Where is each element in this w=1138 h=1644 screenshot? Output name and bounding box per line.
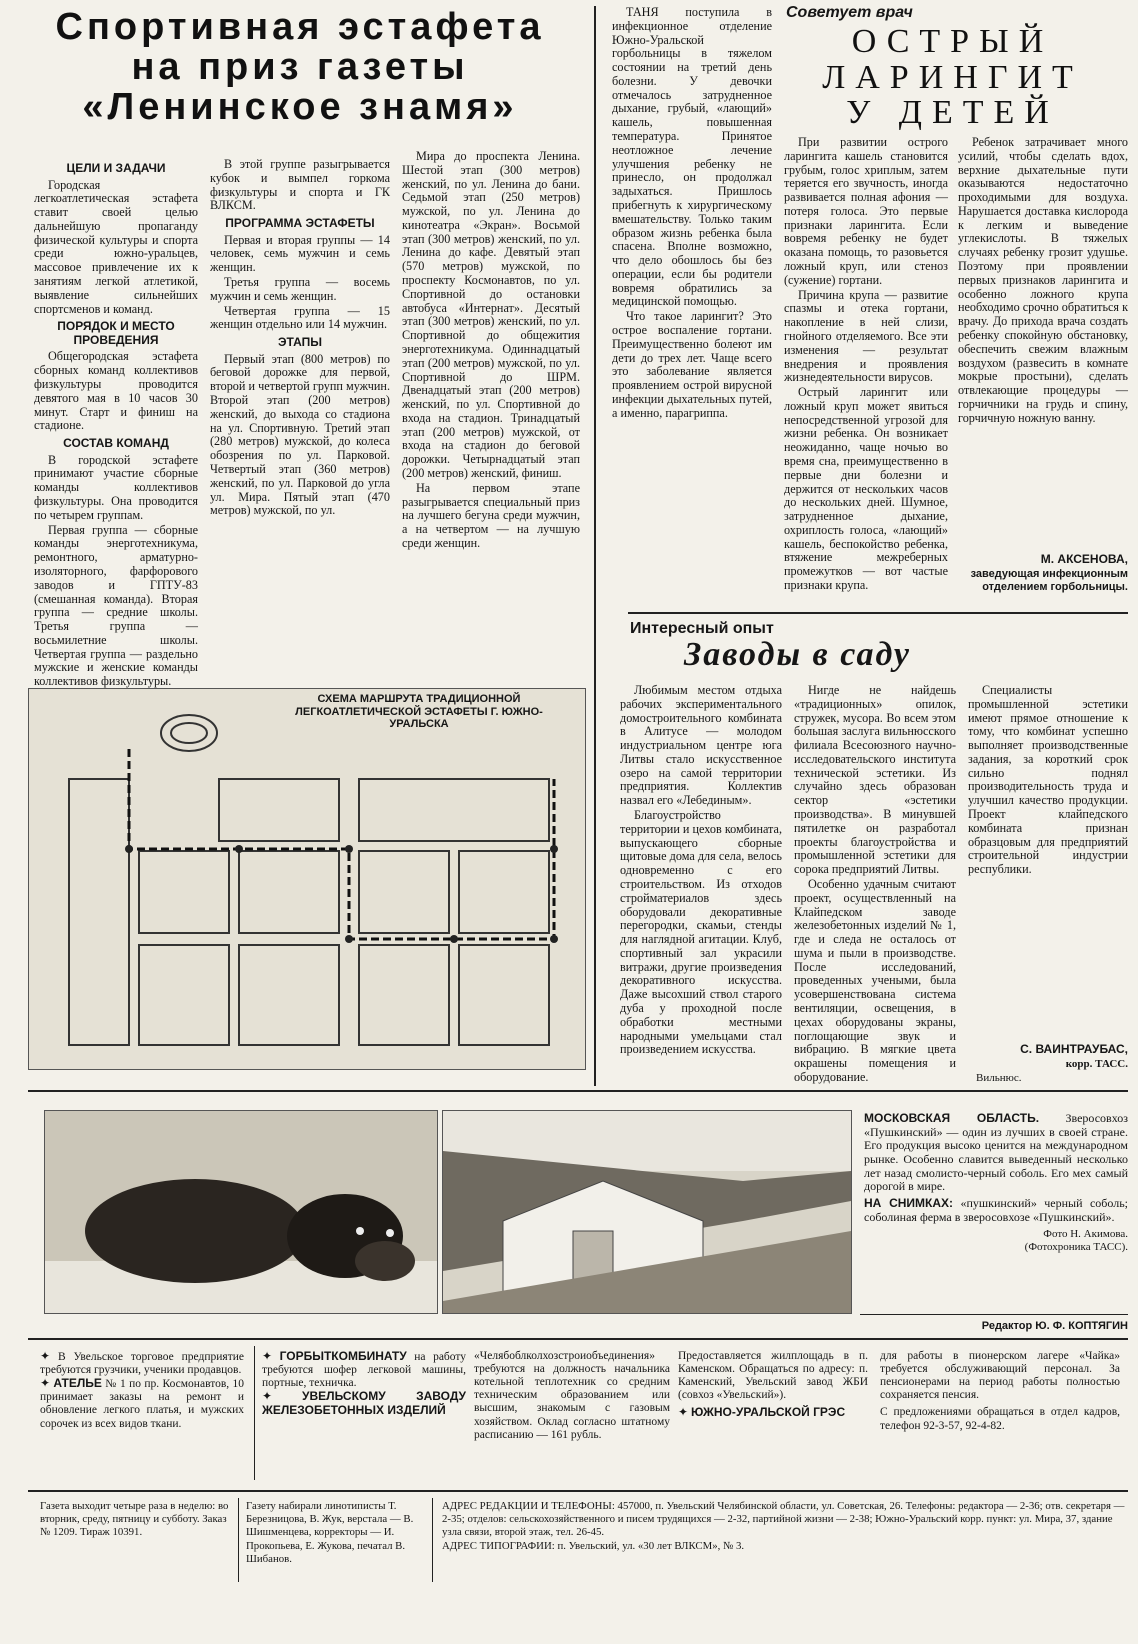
ads-column-4 — [678, 1350, 868, 1480]
ad-zhbi — [262, 1390, 466, 1418]
ad-gres-text: для работы в пионерском лагере «Чайка» требуется обслуживающий персонал. За пенсионерами на период работы полностью сохраняется пенсия. — [880, 1350, 1120, 1402]
factory-title: Заводы в саду — [684, 636, 911, 673]
section-divider-right — [628, 612, 1128, 614]
program-heading: ПРОГРАММА ЭСТАФЕТЫ — [225, 216, 375, 231]
laryngitis-p5: Острый ларингит или ложный круп может явиться непосредственной угрозой для жизни ребенка. Он возникает неожиданно, чаще ночью во время сна, преимущественно в первые дни болезни и держится от нескольких часов до нескольких дней. Шумное, затрудненное дыхание, охриплость голоса, «лающий» кашель, беспокойство ребенка, втяжение межреберных промежутков — вот частые признаки крупа. — [784, 385, 948, 592]
footer-divider-2 — [432, 1498, 433, 1582]
footer-divider-top — [28, 1490, 1128, 1492]
footer-divider-1 — [238, 1498, 239, 1582]
prog3-text: Четвертая группа — 15 женщин отдельно или 14 мужчин. — [210, 303, 390, 332]
factory-place: Вильнюс. — [976, 1072, 1022, 1084]
ad-atelier-text: № 1 по пр. Космонавтов, 10 принимает заказы на ремонт и обновление легкого платья, и мужских сорочек из всех видов ткани. — [40, 1378, 244, 1430]
relay-column-1 — [34, 158, 198, 689]
goals-heading: ЦЕЛИ И ЗАДАЧИ — [66, 161, 166, 175]
relay-title — [14, 8, 586, 128]
fur-farm-photo — [442, 1110, 852, 1314]
teams-heading: СОСТАВ КОМАНД — [63, 436, 169, 451]
relay-title-line2: на приз газеты — [131, 45, 469, 88]
laryngitis-p3: При развитии острого ларингита кашель становится грубым, голос хриплым, затем теряется его звучность, иногда развивается полная афония — потеря голоса. Это первые признаки ларингита. Если вовремя ребенку не будет оказана помощь, то разовьется ложный круп, или стеноз (сужение) гортани. — [784, 135, 948, 287]
laryngitis-title-line3: У ДЕТЕЙ — [846, 94, 1059, 132]
stages2-text: Мира до проспекта Ленина. Шестой этап (300 метров) женский, по ул. Ленина до бани. Седьмой этап (250 метров) мужской, по ул. Ленина до кинотеатра «Экран». Восьмой этап (300 метров) женский, по ул. Ленина до кафе. Девятый этап (570 метров) мужской, по проспекту Космонавтов, по ул. Спортивной до остановки автобуса «Интернат». Десятый этап (300 метров) женский, по ул. Спортивной до общежития энерготехникума. Одиннадцатый этап (200 метров) мужской, по ул. Спортивной до ШРМ. Двенадцатый этап (200 метров) женский, по ул. Спортивной до входа на стадион. Тринадцатый этап (200 метров) мужской, от входа на стадион до беговой дорожки. Четырнадцатый этап (200 метров) женский, финиш. — [402, 149, 580, 480]
factory-author: С. ВАИНТРАУБАС, — [1020, 1042, 1128, 1056]
prog2-text: Третья группа — восемь мужчин и семь женщин. — [210, 275, 390, 303]
factory-p1: Любимым местом отдыха рабочих экспериментального домостроительного комбината в Алитусе — молодом индустриальном центре юга Литвы стало искусственное озеро на самой территории предприятия. Коллектив назвал его «Лебединым». — [620, 683, 782, 808]
laryngitis-title-line2: ЛАРИНГИТ — [822, 58, 1083, 96]
laryngitis-p6: Ребенок затрачивает много усилий, чтобы сделать вдох, верхние дыхательные пути оказываются недостаточно проходимыми для воздуха. Нарушается доставка кислорода к легким и выведение углекислоты. В тяжелых случаях ребенку грозит удушье. Поэтому при проявлении первых признаков ларингита и особенно ложного крупа необходимо срочно обратиться к врачу. До прихода врача создать ребенку спокойную обстановку, обеспечить свежим влажным воздухом (развесить в комнате мокрые простыни), сделать отвлекающие процедуры — горчичники на грудь и спину, горчичную ножную ванну. — [958, 135, 1128, 425]
photo-caption — [864, 1112, 1128, 1312]
ad-trade — [40, 1350, 244, 1377]
factory-p3: Нигде не найдешь «традиционных» опилок, стружек, мусора. Во всем этом большая заслуга вильнюсского филиала Всесоюзного научно-исследовательского института технической эстетики. Из случайно здесь образован сектор «эстетики производства». В минувшей пятилетке он разработал проекты благоустройства и промышленной эстетики для сорока предприятий Литвы. — [794, 683, 956, 877]
laryngitis-title — [780, 24, 1125, 131]
ad-gres-head: ЮЖНО-УРАЛЬСКОЙ ГРЭС — [690, 1405, 846, 1420]
ad-gorbyt-text: на работу требуются шофер легковой машины, портные, техничка. — [262, 1351, 467, 1390]
route-map-title: СХЕМА МАРШРУТА ТРАДИЦИОННОЙ ЛЕГКОАТЛЕТИЧЕСКОЙ ЭСТАФЕТЫ Г. ЮЖНО-УРАЛЬСКА — [295, 693, 543, 731]
on-photos-text: «пушкинский» черный соболь; соболиная ферма в зверосовхозе «Пушкинский». — [864, 1196, 1129, 1224]
imprint-schedule: Газета выходит четыре раза в неделю: во вторник, среду, пятницу и субботу. Заказ № 1209. Тираж 10391. — [40, 1500, 229, 1539]
ad-zhbi-text-2: Предоставляется жилплощадь в п. Каменском. Обращаться по адресу: п. Каменский, Увельский завод ЖБИ (совхоз «Увельский»). — [678, 1350, 868, 1402]
relay-column-3 — [402, 150, 580, 660]
imprint-address-text: АДРЕС РЕДАКЦИИ И ТЕЛЕФОНЫ: 457000, п. Увельский Челябинской области, ул. Советская, 26. Телефоны: редактора — 2-36; отв. секретаря — 2-35; отделов: сельскохозяйственного и писем трудящихся — 2-32, партийной жизни — 2-38; Южно-Уральский корр. пункт: ул. Мира, 37, здание узла связи, второй этаж, тел. 26-45. — [442, 1500, 1125, 1539]
star-icon: ✦ — [678, 1405, 689, 1420]
ads-divider-top — [28, 1338, 1128, 1340]
ad-zhbi-text: «Челябоблколхозстроиобъединения» требуются на должность начальника котельной теплотехник со средним техническим образованием или высшим, знакомым с газовым хозяйством. Оклад согласно штатному расписанию — 161 рубль. — [474, 1350, 670, 1441]
factory-author-role: корр. ТАСС. — [1065, 1058, 1128, 1070]
factory-p5: Специалисты промышленной эстетики имеют прямое отношение к тому, что комбинат успешно выполняет производственные задания, за короткий срок сильно поднял производительность труда и улучшил качество продукции. Проект клайпедского комбината признан образцовым для предприятий строительной индустрии республики. — [968, 683, 1128, 877]
ads-column-3 — [474, 1350, 670, 1480]
ad-atelier — [40, 1377, 244, 1430]
route-map — [28, 688, 586, 1070]
ads-column-2 — [262, 1350, 466, 1480]
stages1-text: Первый этап (800 метров) по беговой дорожке для первой, второй и четвертой групп мужчин. Второй этап (200 метров) женский, до выхода со стадиона на ул. Спортивную. Третий этап (280 метров) мужской, до колеса обозрения по ул. Парковой. Четвертый этап (360 метров) женский, по ул. Парковой до угла ул. Мира. Пятый этап (470 метров) мужской, по ул. — [210, 351, 390, 518]
ads-divider-1 — [254, 1346, 255, 1480]
column-divider-main — [594, 6, 596, 1086]
laryngitis-author-role: заведующая инфекционным отделением горбольницы. — [970, 568, 1128, 593]
factory-p4: Особенно удачным считают проект, осуществленный на Клайпедском заводе железобетонных изделий № 1, где и следа не осталось от шума и пыли в производстве. После исследований, проведенных учеными, была усовершенствована система вентиляции, освещения, в цехах оборудованы экраны, поглощающие звук и вибрацию. В мягкие цвета окрашены помещения и оборудование. — [794, 876, 956, 1084]
photo-credit-2: (Фотохроника ТАСС). — [1024, 1240, 1128, 1253]
factory-column-2 — [794, 684, 956, 1084]
factory-column-3 — [968, 684, 1128, 1040]
ad-gorbyt-head: ГОРБЫТКОМБИНАТУ — [279, 1349, 407, 1363]
ads-column-5 — [880, 1350, 1120, 1480]
ad-zhbi-head: УВЕЛЬСКОМУ ЗАВОДУ ЖЕЛЕЗОБЕТОННЫХ ИЗДЕЛИЙ — [262, 1389, 467, 1418]
order-heading: ПОРЯДОК И МЕСТО ПРОВЕДЕНИЯ — [57, 319, 175, 347]
sable-drawing — [45, 1111, 437, 1313]
laryngitis-author: М. АКСЕНОВА, — [1040, 552, 1128, 566]
ad-trade-text: В Увельское торговое предприятие требуются грузчики, ученики продавцов. — [40, 1351, 244, 1377]
imprint-address — [442, 1500, 1128, 1584]
cup-text: В этой группе разыгрывается кубок и вымпел горкома физкультуры и спорта и ГК ВЛКСМ. — [210, 157, 390, 213]
route-map-drawing — [29, 689, 585, 1069]
goals-text: Городская легкоатлетическая эстафета ставит своей целью дальнейшую пропаганду физической культуры и спорта среди южно-уральцев, массовое привлечение их к занятиям легкой атлетикой, выявление сильнейших спортсменов и команд. — [34, 177, 198, 316]
editor-line: Редактор Ю. Ф. КОПТЯГИН — [981, 1320, 1128, 1332]
star-icon: ✦ — [262, 1349, 273, 1363]
factory-p2: Благоустройство территории и цехов комбината, выпускающего сборные щитовые дома для села, велось одновременно с его строительством. Из отходов стройматериалов здесь оборудовали декоративные перегородки, скамьи, стенды для наглядной агитации. Клуб, спортивный зал украсили витражи, другие произведения декоративного искусства. Даже высохший ствол старого дуба у проходной после обработки местными народными умельцами стал произведением искусства. — [620, 808, 782, 1057]
fur-farm-drawing — [443, 1111, 851, 1313]
star-icon: ✦ — [40, 1349, 51, 1363]
laryngitis-column-2 — [784, 136, 948, 604]
imprint-staff: Газету набирали линотиписты Т. Березницова, В. Жук, верстала — В. Шишменцева, корректоры — И. Прокопьева, Е. Жукова, печатал В. Шибанов. — [246, 1500, 414, 1565]
star-icon: ✦ — [262, 1389, 273, 1404]
on-photos-head: НА СНИМКАХ: — [864, 1196, 954, 1211]
photo-caption-text: Зверосовхоз «Пушкинский» — один из лучших в своей стране. Его продукция высоко ценится на международном рынке. Особенно славится выведенный несколько лет назад смолисто-черный соболь. Его мех самый дорогой в мире. — [864, 1111, 1128, 1194]
star-icon: ✦ — [40, 1376, 51, 1391]
sable-photo — [44, 1110, 438, 1314]
laryngitis-p2: Что такое ларингит? Это острое воспаление гортани. Преимущественно болеют им дети до трех лет. Чаще всего это заболевание является проявлением острой вирусной инфекции дыхательных путей, а именно, парагриппа. — [612, 309, 772, 420]
laryngitis-column-1 — [612, 6, 772, 606]
editor-rule — [860, 1314, 1128, 1315]
laryngitis-column-3 — [958, 136, 1128, 548]
relay-column-2 — [210, 158, 390, 658]
teams-text: В городской эстафете принимают участие сборные команды коллективов физкультуры. Она проводится по четырем группам. — [34, 452, 198, 522]
laryngitis-p4: Причина крупа — развитие спазмы и отека гортани, накопление в ней слизи, гнойного отделяемого. Все эти изменения — результат внедрения и проявления жизнедеятельности вирусов. — [784, 287, 948, 385]
factory-kicker: Интересный опыт — [630, 620, 774, 637]
prog1-text: Первая и вторая группы — 14 человек, семь мужчин и семь женщин. — [210, 232, 390, 275]
laryngitis-p1: ТАНЯ поступила в инфекционное отделение Южно-Уральской горбольницы в тяжелом состоянии на третий день болезни. У девочки отмечалось затрудненное дыхание, грубый, «лающий» кашель, повышенная температура. Принятое неотложное лечение улучшения ребенку не принесло, он продолжал задыхаться. Пришлось прибегнуть к хирургическому вмешательству. Только таким образом жизнь ребенка была спасена. Вполне возможно, что дело обошлось бы без операции, если бы родители вовремя обратились за медицинской помощью. — [612, 5, 772, 309]
photo-credit: Фото Н. Акимова. — [1043, 1228, 1128, 1241]
photo-divider-top — [28, 1090, 1128, 1092]
stages-heading: ЭТАПЫ — [278, 335, 322, 350]
imprint-printing-text: АДРЕС ТИПОГРАФИИ: п. Увельский, ул. «30 лет ВЛКСМ», № 3. — [442, 1539, 745, 1552]
photo-caption-head: МОСКОВСКАЯ ОБЛАСТЬ. — [864, 1111, 1040, 1125]
laryngitis-kicker: Советует врач — [786, 4, 913, 21]
order-text: Общегородская эстафета сборных команд коллективов физкультуры проводится девятого мая в 10 часов 30 минут. Старт и финиш на стадионе. — [34, 349, 198, 433]
prize-text: На первом этапе разыгрывается специальный приз на лучшего бегуна среди мужчин, а на четвертом — на лучшую среди женщин. — [402, 480, 580, 550]
ad-atelier-head: АТЕЛЬЕ — [53, 1376, 102, 1391]
ad-gres-text-2: С предложениями обращаться в отдел кадров, телефон 92-3-57, 92-4-82. — [880, 1406, 1120, 1432]
ad-gres — [678, 1406, 868, 1420]
laryngitis-title-line1: ОСТРЫЙ — [851, 23, 1054, 60]
relay-title-line3: «Ленинское знамя» — [82, 85, 518, 128]
relay-title-line1: Спортивная эстафета — [55, 6, 545, 48]
ads-column-1 — [40, 1350, 244, 1480]
ad-gorbyt — [262, 1350, 466, 1390]
group1-text: Первая группа — сборные команды энерготехникума, ремонтного, арматурно-изоляторного, фарфорового заводов и ГПТУ-83 (смешанная команда). Вторая группа — средние школы. Третья группа — восьмилетние школы. Четвертая группа — раздельно мужские и женские команды коллективов физкультуры. — [34, 522, 198, 689]
factory-column-1 — [620, 684, 782, 1084]
